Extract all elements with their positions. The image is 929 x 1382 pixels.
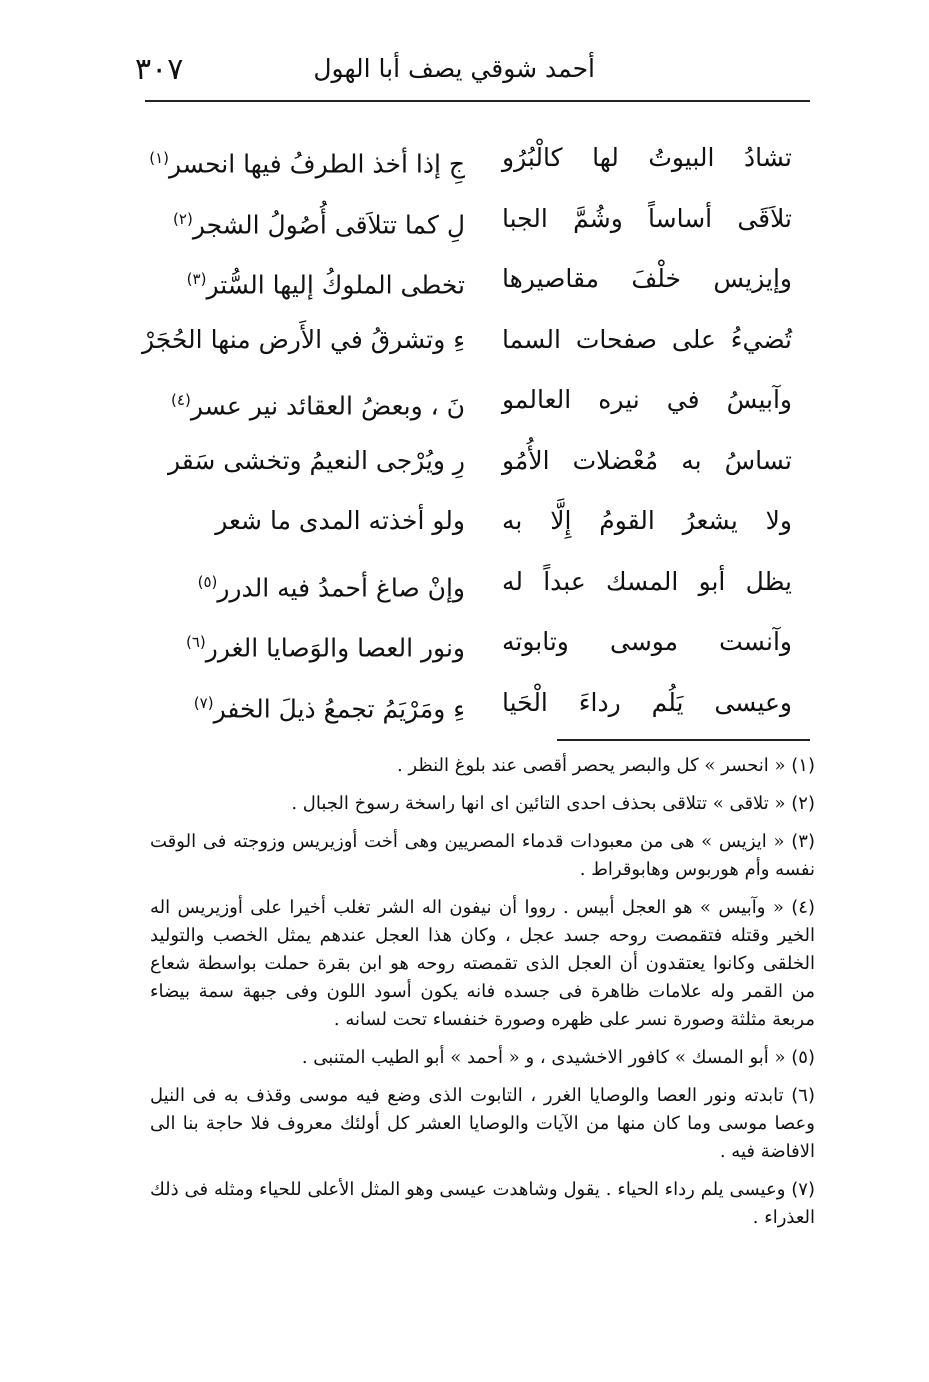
verse-word: يشعرُ	[682, 506, 738, 535]
verse-word: العالمو	[502, 385, 572, 414]
footnote-reference: (٦)	[185, 633, 206, 651]
verse-word: وإيزيس	[713, 264, 792, 293]
verse-first-hemistich	[502, 380, 792, 420]
verse	[140, 251, 812, 312]
footnote	[150, 894, 815, 1034]
footnote-number: (٢)	[791, 793, 815, 814]
verse-word: به	[502, 506, 523, 535]
verse-word: به	[681, 445, 702, 475]
header-rule	[145, 100, 810, 102]
verse-first-hemistich	[502, 138, 792, 178]
verse-word: تُضيءُ	[730, 324, 792, 354]
verse-word: مقاصيرها	[502, 264, 600, 293]
footnote-number: (٥)	[791, 1047, 815, 1068]
verse-first-hemistich	[502, 199, 792, 239]
verse-word: رداءَ	[578, 687, 621, 717]
footnote-number: (٦)	[791, 1085, 815, 1106]
footnote-number: (١)	[791, 755, 815, 776]
verse-second-text: ونور العصا والوَصايا الغرر	[205, 633, 465, 663]
verse-word: خلْفَ	[631, 264, 682, 293]
footnote-number: (٣)	[791, 831, 815, 852]
verse	[140, 312, 812, 373]
footnote	[150, 790, 815, 818]
verse-word: الجبا	[502, 203, 548, 233]
verse-second-hemistich	[140, 380, 465, 426]
verse-word: له	[502, 566, 524, 596]
verse-word: صفحات	[575, 324, 657, 354]
footnotes	[150, 752, 815, 1242]
footnote	[150, 1044, 815, 1072]
verse-first-hemistich	[502, 259, 792, 299]
footnote	[150, 1082, 815, 1166]
verse-word: ولا	[765, 506, 792, 535]
footnote-text: « وآبيس » هو العجل أبيس . رووا أن نيفون اله الشر تغلب أخيرا على أوزيريس اله الخير وقتله فتقمصت روحه جسد عجل ، وكان هذا العجل عندهم يمثل الخصب والتوليد الخلقى وكانوا يعتقدون أن العجل الذى تقمصته روحه هو ابن بقرة حملت بواسطة شعاع من القمر وله علامات ظاهرة فى جسده فانه يكون أسود اللون وفى جبهة سمة بيضاء مربعة مثلثة وصورة نسر على ظهره وصورة خنفساء تحت لسانه .	[150, 897, 815, 1030]
footnote	[150, 828, 815, 884]
footnote-reference: (٣)	[186, 270, 207, 288]
verse-second-hemistich	[140, 320, 465, 360]
verse	[140, 130, 812, 191]
footnote-reference: (٢)	[173, 209, 193, 228]
footnote	[150, 752, 815, 780]
verse	[140, 614, 812, 675]
verse-second-hemistich	[140, 683, 465, 729]
verse-second-text: رِ ويُرْجى النعيمُ وتخشى سَقر	[167, 445, 465, 475]
verse-word: الأُمُو	[502, 445, 550, 475]
verse-second-text: تخطى الملوكُ إليها السُّتر	[206, 270, 465, 300]
footnote-text: تابدته ونور العصا والوصايا الغرر ، التابوت الذى وضع فيه موسى وقذف به فى النيل وعصا موسى وما كان منها من الآيات والوصايا العشر كل أولئك معروف فلا حاجة بنا الى الافاضة فيه .	[150, 1085, 815, 1162]
verse-first-hemistich	[502, 441, 792, 481]
verse-word: السما	[502, 324, 561, 354]
verse-word: وآبيسُ	[726, 385, 792, 414]
verse-first-hemistich	[502, 622, 792, 662]
verse-first-hemistich	[502, 683, 792, 723]
footnote-text: « أبو المسك » كافور الاخشيدى ، و « أحمد » أبو الطيب المتنبى .	[301, 1047, 786, 1068]
footnote-text: « تلاقى » تتلاقى بحذف احدى التائين اى انها راسخة رسوخ الجبال .	[291, 793, 786, 814]
verse-second-hemistich	[140, 138, 465, 184]
verse-word: أبو	[698, 566, 726, 596]
verse-word: وتابوته	[502, 627, 569, 656]
verse	[140, 433, 812, 494]
verse-word: عبداً	[543, 566, 586, 596]
verse-second-hemistich	[140, 562, 465, 608]
verse	[140, 554, 812, 615]
page-header	[135, 50, 810, 94]
footnote-number: (٤)	[791, 897, 815, 918]
verse-second-hemistich	[140, 622, 465, 668]
verse-word: المسك	[605, 566, 679, 596]
verse-word: تشادُ	[743, 143, 792, 172]
verse-word: وشُمَّ	[573, 203, 623, 233]
verse-first-hemistich	[502, 320, 792, 360]
verse-second-text: ءِ وتشرقُ في الأَرض منها الحُجَرْ	[141, 324, 465, 354]
footnote-text: « انحسر » كل والبصر يحصر أقصى عند بلوغ النظر .	[396, 755, 786, 776]
footnote-reference: (١)	[149, 149, 170, 167]
verse-word: مُعْضلات	[572, 445, 659, 475]
poem	[140, 130, 812, 735]
verse-word: موسى	[609, 627, 679, 656]
verse-word: تلاَقَى	[737, 203, 792, 233]
verse-word: البيوتُ	[648, 143, 715, 172]
verse-second-text: نَ ، وبعضُ العقائد نير عسر	[190, 391, 465, 421]
verse-word: يَلُم	[651, 687, 684, 717]
verse	[140, 675, 812, 736]
verse-first-hemistich	[502, 562, 792, 602]
verse-word: يظل	[745, 566, 792, 596]
verse-word: القومُ	[599, 506, 655, 535]
running-title: أحمد شوقي يصف أبا الهول	[313, 54, 595, 83]
footnote-reference: (٤)	[171, 391, 191, 409]
footnote	[150, 1176, 815, 1232]
footnote-number: (٧)	[791, 1179, 815, 1200]
verse-word: تساسُ	[724, 445, 792, 475]
verse-word: كالْبُرُو	[502, 143, 563, 172]
verse-second-text: ءِ ومَرْيَمُ تجمعُ ذيلَ الخفر	[213, 693, 465, 723]
footnote-reference: (٥)	[197, 572, 218, 591]
verse-word: لها	[592, 143, 619, 172]
verse	[140, 372, 812, 433]
verse-second-text: ولو أخذته المدى ما شعر	[215, 506, 465, 535]
verse-second-hemistich	[140, 199, 465, 245]
verse	[140, 493, 812, 554]
page-number: ٣٠٧	[135, 52, 184, 87]
verse-word: أساساً	[648, 203, 713, 233]
footnote-text: « ايزيس » هى من معبودات قدماء المصريين وهى أخت أوزيريس وزوجته فى الوقت نفسه وأم هوربوس وهابوقراط .	[150, 831, 815, 880]
verse-word: الْحَيا	[502, 687, 548, 717]
verse-word: نيره	[598, 385, 640, 414]
verse-second-hemistich	[140, 259, 465, 305]
verse	[140, 191, 812, 252]
verse-word: إِلَّا	[550, 506, 572, 535]
verse-word: في	[666, 385, 700, 414]
footnote-reference: (٧)	[193, 693, 214, 712]
verse-second-text: جِ إذا أخذ الطرفُ فيها انحسر	[169, 149, 465, 179]
footnote-rule	[557, 739, 810, 741]
verse-second-hemistich	[140, 501, 465, 541]
footnote-text: وعيسى يلم رداء الحياء . يقول وشاهدت عيسى وهو المثل الأعلى للحياء ومثله فى ذلك العذراء .	[150, 1179, 815, 1228]
verse-word: على	[671, 324, 716, 354]
verse-word: وعيسى	[714, 687, 792, 717]
verse-word: وآنست	[719, 627, 792, 656]
verse-second-hemistich	[140, 441, 465, 481]
verse-second-text: وإنْ صاغ أحمدُ فيه الدرر	[217, 572, 465, 602]
verse-first-hemistich	[502, 501, 792, 541]
verse-second-text: لِ كما تتلاَقى أُصُولُ الشجر	[192, 209, 465, 239]
